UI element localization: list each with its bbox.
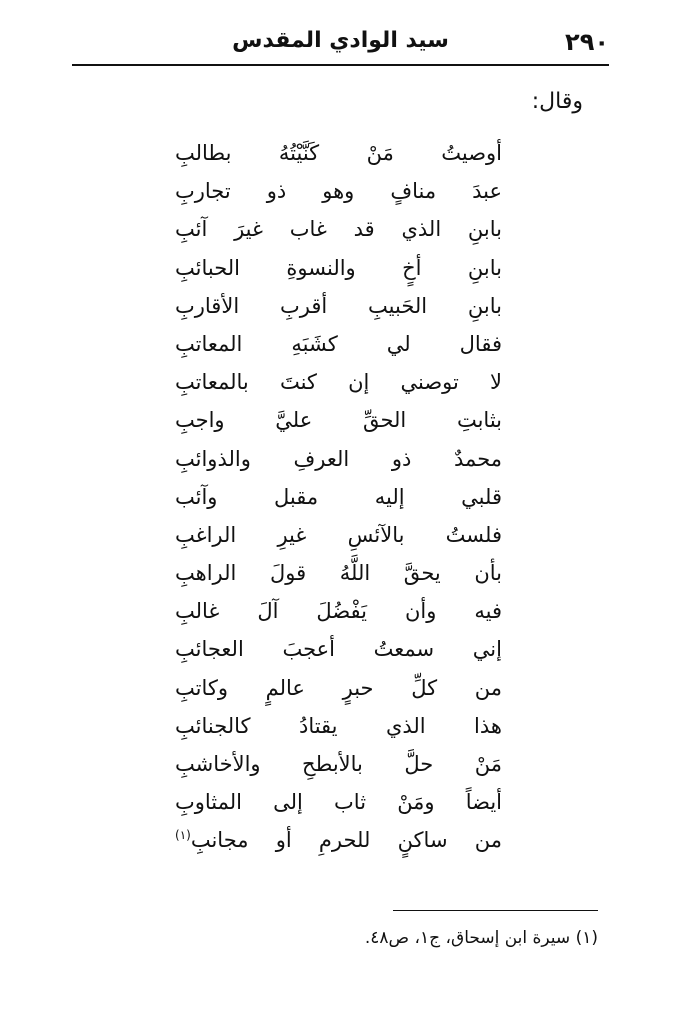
verse-line: بثابتِ الحقِّ عليَّ واجبِ [175,408,502,433]
footnote-rule [393,910,598,911]
page-number: ٢٩٠ [565,28,609,56]
verse-line: هذا الذي يقتادُ كالجنائبِ [175,713,502,738]
verse-line: إني سمعتُ أعجبَ العجائبِ [175,637,502,662]
verse-line: بابنِ أخٍ والنسوةِ الحبائبِ [175,255,502,280]
verse-line: فلستُ بالآئسِ غيرِ الراغبِ [175,522,502,547]
verse-line: أيضاً ومَنْ ثاب إلى المثاوبِ [175,790,502,815]
page-header [72,26,609,66]
footnote-marker: (١) [175,828,191,843]
verse-line: عبدَ منافٍ وهو ذو تجاربِ [175,179,502,204]
header-rule [72,64,609,66]
verse-line: فقال لي كشَبَهِ المعاتبِ [175,331,502,356]
verse-line: فيه وأن يَفْضُلَ آلَ غالبِ [175,599,502,624]
verse-line-last [175,821,502,859]
footnote: (١) سيرة ابن إسحاق، ج١، ص٤٨. [364,928,598,948]
poem [175,134,502,860]
verse-line: بأن يحقَّ اللَّهُ قولَ الراهبِ [175,561,502,586]
running-title: سيد الوادي المقدس [232,28,449,53]
intro-text: وقال: [531,89,583,114]
verse-text: من ساكنٍ للحرمِ أو مجانبِ [190,828,502,853]
verse-line: من كلِّ حبرٍ عالمٍ وكاتبِ [175,675,502,700]
verse-line: بابنِ الحَبيبِ أقربِ الأقاربِ [175,293,502,318]
verse-line: مَنْ حلَّ بالأبطحِ والأخاشبِ [175,752,502,776]
verse-line: أوصيتُ مَنْ كَنَّيْتُهُ بطالبِ [175,141,502,165]
verse-line: بابنِ الذي قد غاب غيرَ آئبِ [175,217,502,242]
verse-line: محمدٌ ذو العرفِ والذوائبِ [175,446,502,471]
verse-line: لا توصني إن كنتَ بالمعاتبِ [175,370,502,395]
verse-line: قلبي إليه مقبل وآئب [175,484,502,509]
